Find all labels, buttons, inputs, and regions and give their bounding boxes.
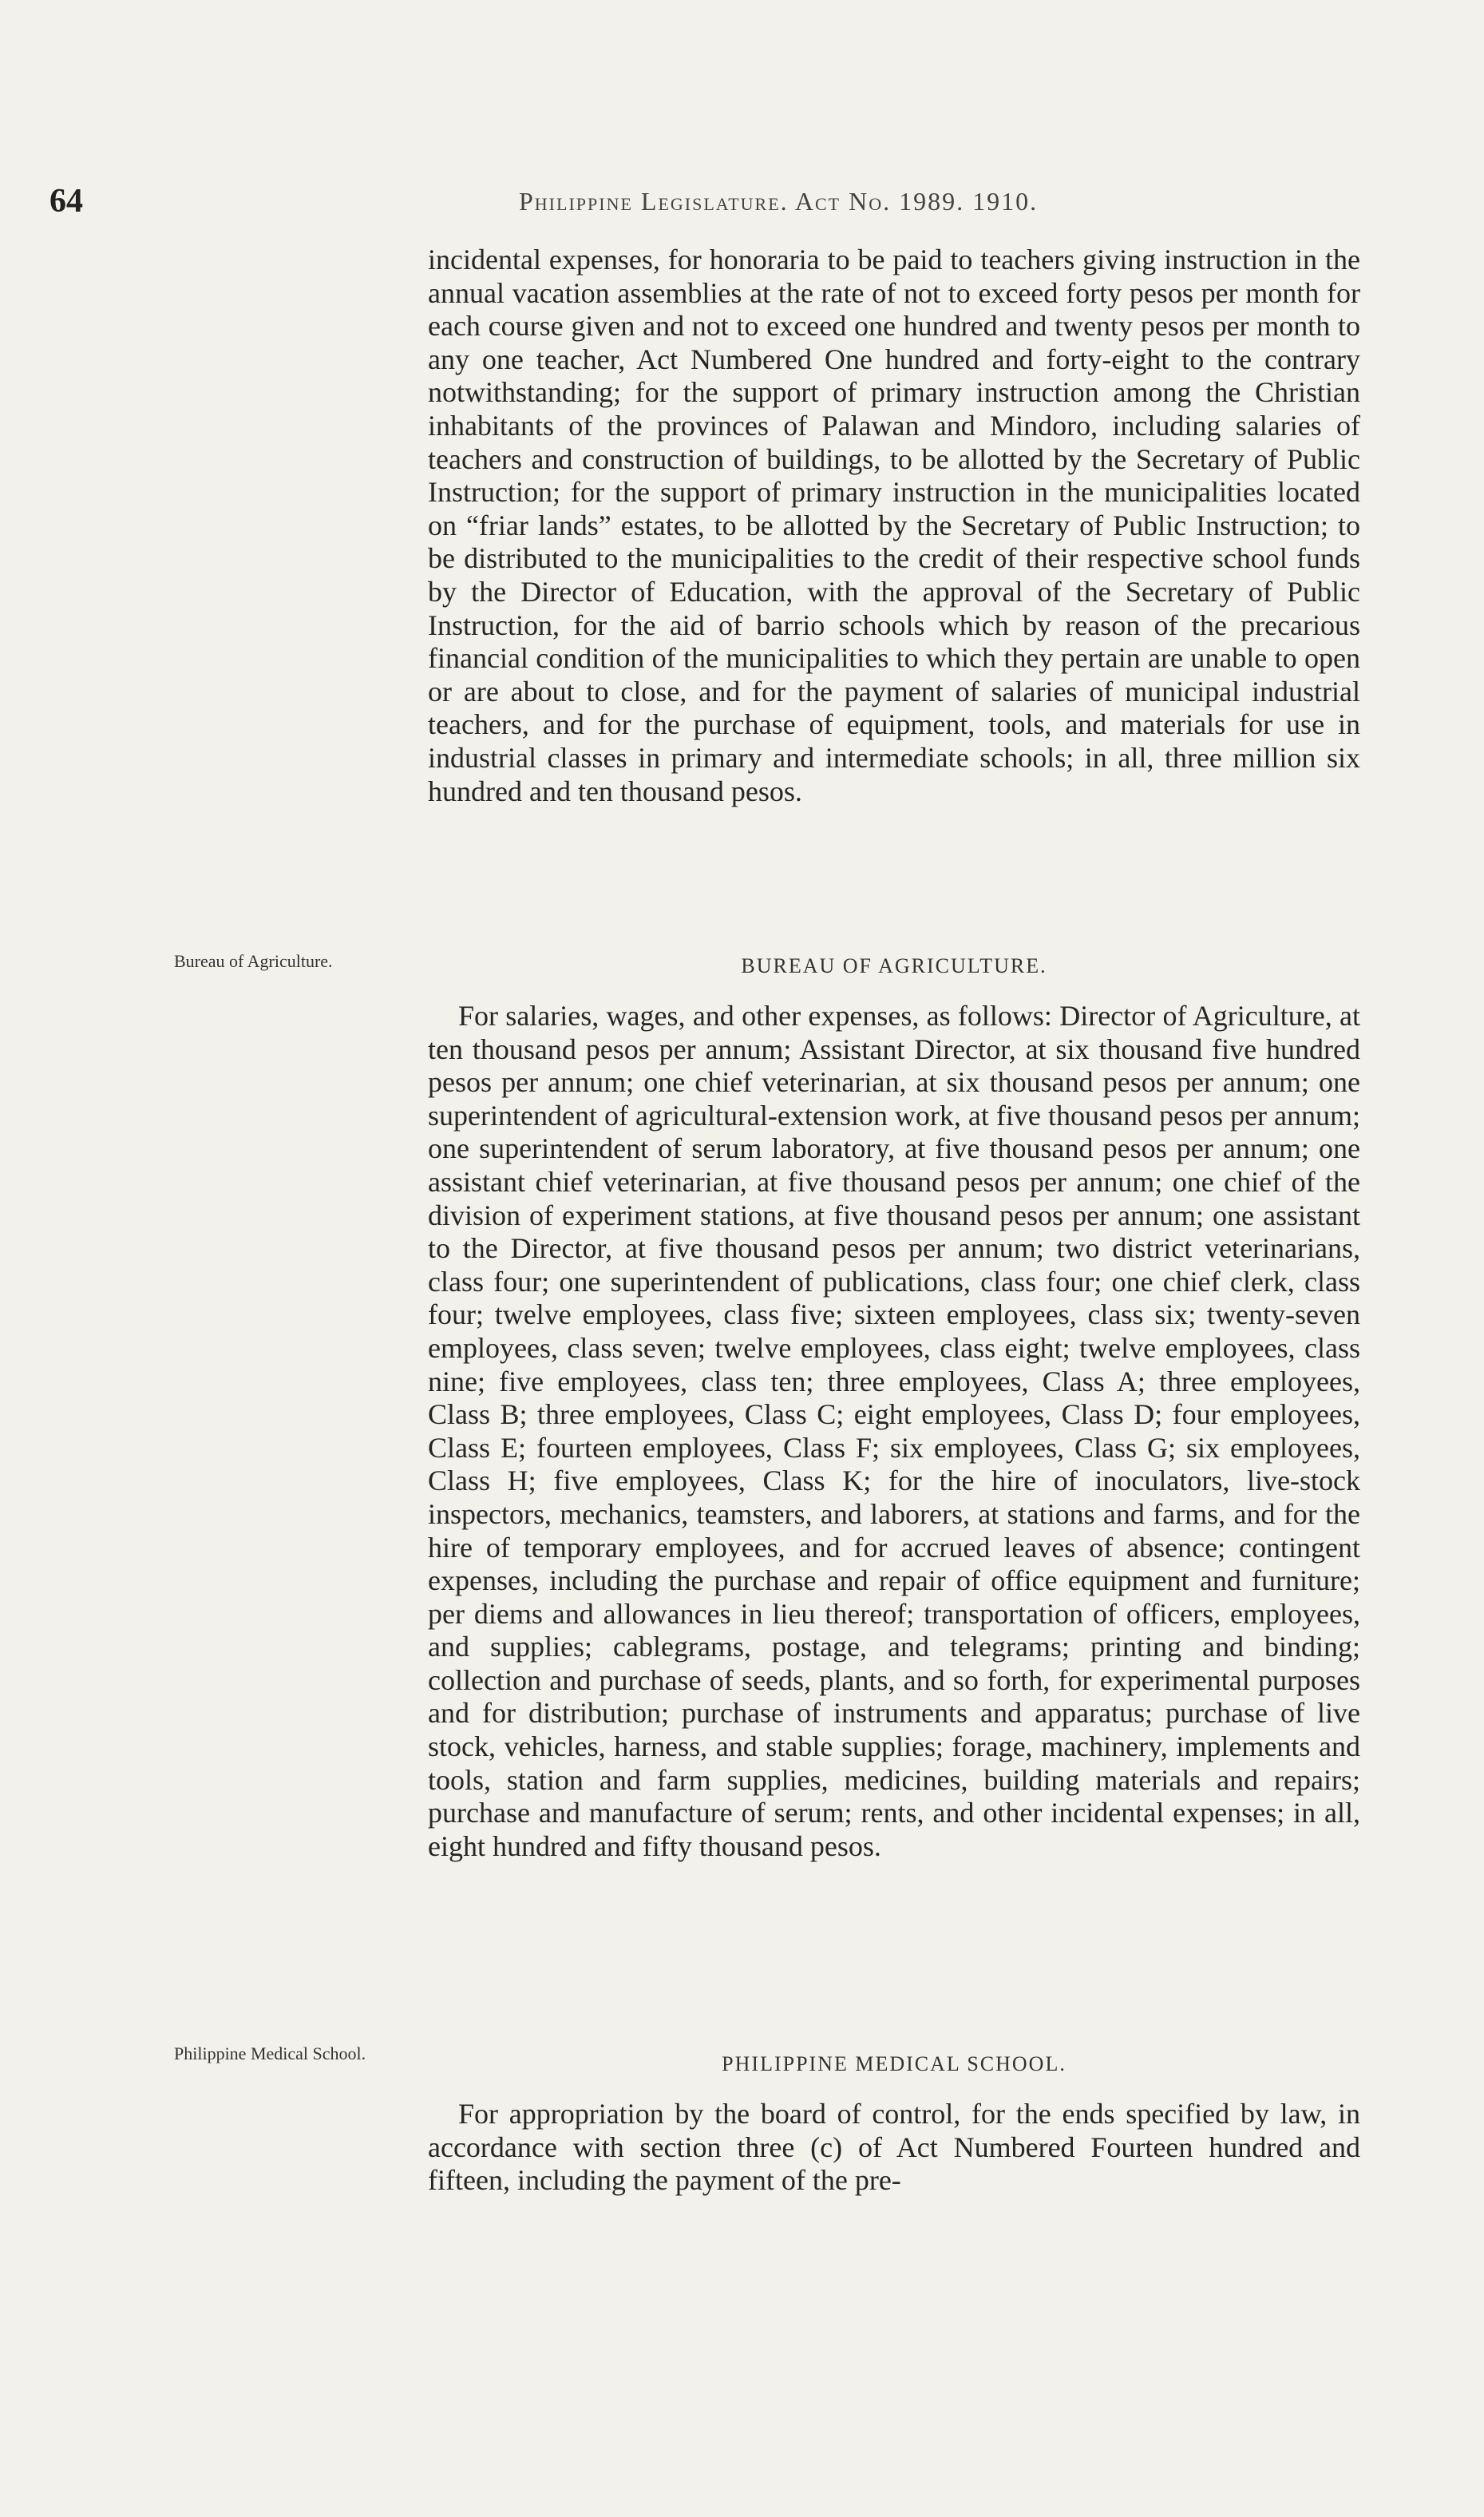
medical-school-paragraph-block	[428, 2098, 1360, 2198]
continuation-paragraph-block	[428, 244, 1360, 808]
page-number: 64	[49, 183, 83, 220]
margin-note-medical-school: Philippine Medical School.	[174, 2043, 366, 2063]
continuation-paragraph: incidental expenses, for honoraria to be paid to teachers giving instruction in the annual vacation assemblies at the rate of not to exceed forty pesos per month for each course given and not to exceed one hundred and twenty pesos per month to any one teacher, Act Numbered One hundred and forty-eight to the contrary notwithstanding; for the support of primary instruction among the Christian inhabitants of the provinces of Palawan and Mindoro, including salaries of teachers and construction of buildings, to be allotted by the Secretary of Public Instruction; for the support of primary instruction in the municipalities located on “friar lands” estates, to be allotted by the Secretary of Public Instruction; to be distributed to the municipalities to the credit of their respective school funds by the Director of Education, with the approval of the Secretary of Public Instruction, for the aid of barrio schools which by reason of the precarious financial condition of the municipalities to which they pertain are unable to open or are about to close, and for the payment of salaries of municipal industrial teachers, and for the purchase of equipment, tools, and materials for use in industrial classes in primary and intermediate schools; in all, three million six hundred and ten thousand pesos.	[428, 244, 1360, 807]
running-head: Philippine Legislature. Act No. 1989. 1910.	[519, 187, 1039, 216]
section-heading-medical-school: PHILIPPINE MEDICAL SCHOOL.	[722, 2052, 1067, 2075]
agriculture-paragraph-block	[428, 1000, 1360, 1863]
section-heading-agriculture: BUREAU OF AGRICULTURE.	[741, 954, 1047, 977]
agriculture-paragraph: For salaries, wages, and other expenses, as follows: Director of Agriculture, at ten thousand pesos per annum; Assistant Director, at six thousand five hundred pesos per annum; one chief veterinarian, at six thousand pesos per annum; one superintendent of agricultural-extension work, at five thousand pesos per annum; one superintendent of serum laboratory, at five thousand pesos per annum; one assistant chief veterinarian, at five thousand pesos per annum; one chief of the division of experiment stations, at five thousand pesos per annum; one assistant to the Director, at five thousand pesos per annum; two district veterinarians, class four; one superintendent of publications, class four; one chief clerk, class four; twelve employees, class five; sixteen employees, class six; twenty-seven employees, class seven; twelve employees, class eight; twelve employees, class nine; five employees, class ten; three employees, Class A; three employees, Class B; three employees, Class C; eight employees, Class D; four employees, Class E; fourteen employees, Class F; six employees, Class G; six employees, Class H; five employees, Class K; for the hire of inoculators, live-stock inspectors, mechanics, teamsters, and laborers, at stations and farms, and for the hire of temporary employees, and for accrued leaves of absence; contingent expenses, including the purchase and repair of office equipment and furniture; per diems and allowances in lieu thereof; transportation of officers, employees, and supplies; cablegrams, postage, and telegrams; printing and binding; collection and purchase of seeds, plants, and so forth, for experimental purposes and for distribution; purchase of instruments and apparatus; purchase of live stock, vehicles, harness, and stable supplies; forage, machinery, implements and tools, station and farm supplies, medicines, building materials and repairs; purchase and manufacture of serum; rents, and other incidental expenses; in all, eight hundred and fifty thousand pesos.	[428, 1000, 1360, 1862]
medical-school-paragraph: For appropriation by the board of control, for the ends specified by law, in accordance with section three (c) of Act Numbered Fourteen hundred and fifteen, including the payment of the pre-	[428, 2098, 1360, 2197]
margin-note-agriculture: Bureau of Agriculture.	[174, 951, 333, 971]
